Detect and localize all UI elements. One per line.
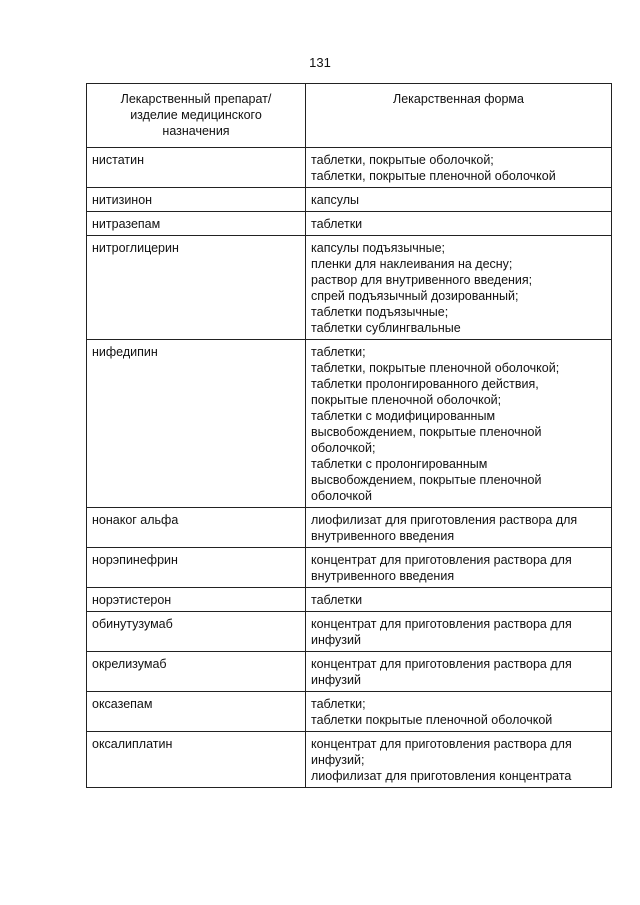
drug-name: обинутузумаб xyxy=(87,612,306,652)
dosage-form-line: таблетки с модифицированным xyxy=(311,409,496,423)
table-row xyxy=(87,236,612,340)
drug-name: норэтистерон xyxy=(87,588,306,612)
dosage-form-line: таблетки подъязычные; xyxy=(311,305,449,319)
drug-forms-table xyxy=(86,83,612,788)
drug-name: нитроглицерин xyxy=(87,236,306,340)
dosage-form-line: инфузий xyxy=(311,673,361,687)
dosage-form-line: таблетки; xyxy=(311,697,366,711)
table-row xyxy=(87,692,612,732)
dosage-form-line: таблетки с пролонгированным xyxy=(311,457,488,471)
dosage-form-line: пленки для наклеивания на десну; xyxy=(311,257,513,271)
dosage-form-line: лиофилизат для приготовления раствора для xyxy=(311,513,578,527)
table-row xyxy=(87,588,612,612)
dosage-form-line: внутривенного введения xyxy=(311,569,455,583)
dosage-form-line: инфузий xyxy=(311,633,361,647)
header-drug-line: назначения xyxy=(162,124,230,138)
table-row xyxy=(87,548,612,588)
dosage-forms xyxy=(306,508,612,548)
dosage-forms xyxy=(306,548,612,588)
header-form-line: Лекарственная форма xyxy=(393,92,524,106)
dosage-form-line: таблетки xyxy=(311,217,363,231)
dosage-form-line: концентрат для приготовления раствора для xyxy=(311,657,572,671)
dosage-form-line: концентрат для приготовления раствора для xyxy=(311,737,572,751)
dosage-form-line: таблетки сублингвальные xyxy=(311,321,461,335)
dosage-forms xyxy=(306,212,612,236)
table-row xyxy=(87,732,612,788)
drug-name: нистатин xyxy=(87,148,306,188)
dosage-forms xyxy=(306,612,612,652)
dosage-form-line: оболочкой xyxy=(311,489,372,503)
table-row xyxy=(87,340,612,508)
dosage-form-line: лиофилизат для приготовления концентрата xyxy=(311,769,572,783)
drug-name: оксалиплатин xyxy=(87,732,306,788)
table-row xyxy=(87,612,612,652)
header-drug-line: Лекарственный препарат/ xyxy=(120,92,272,106)
dosage-form-line: высвобождением, покрытые пленочной xyxy=(311,425,542,439)
drug-name: норэпинефрин xyxy=(87,548,306,588)
dosage-forms xyxy=(306,732,612,788)
drug-name: оксазепам xyxy=(87,692,306,732)
dosage-form-line: спрей подъязычный дозированный; xyxy=(311,289,519,303)
header-drug-line: изделие медицинского xyxy=(130,108,262,122)
dosage-form-line: инфузий; xyxy=(311,753,365,767)
dosage-form-line: таблетки, покрытые пленочной оболочкой xyxy=(311,169,556,183)
dosage-form-line: концентрат для приготовления раствора для xyxy=(311,553,572,567)
table-row xyxy=(87,652,612,692)
drug-name: нонаког альфа xyxy=(87,508,306,548)
table-row xyxy=(87,212,612,236)
drug-name: нитизинон xyxy=(87,188,306,212)
dosage-forms xyxy=(306,588,612,612)
page-number: 131 xyxy=(309,55,331,70)
dosage-form-line: раствор для внутривенного введения; xyxy=(311,273,533,287)
drug-name: нитразепам xyxy=(87,212,306,236)
table-row xyxy=(87,188,612,212)
header-drug xyxy=(87,84,306,148)
dosage-forms xyxy=(306,692,612,732)
dosage-form-line: оболочкой; xyxy=(311,441,376,455)
dosage-form-line: высвобождением, покрытые пленочной xyxy=(311,473,542,487)
dosage-forms xyxy=(306,148,612,188)
drug-name: нифедипин xyxy=(87,340,306,508)
table-row xyxy=(87,148,612,188)
dosage-form-line: таблетки покрытые пленочной оболочкой xyxy=(311,713,553,727)
header-form xyxy=(306,84,612,148)
dosage-forms xyxy=(306,652,612,692)
dosage-form-line: капсулы подъязычные; xyxy=(311,241,446,255)
dosage-form-line: таблетки пролонгированного действия, xyxy=(311,377,539,391)
dosage-form-line: внутривенного введения xyxy=(311,529,455,543)
dosage-form-line: таблетки xyxy=(311,593,363,607)
dosage-form-line: концентрат для приготовления раствора для xyxy=(311,617,572,631)
dosage-form-line: таблетки; xyxy=(311,345,366,359)
dosage-forms xyxy=(306,340,612,508)
dosage-forms xyxy=(306,188,612,212)
dosage-form-line: покрытые пленочной оболочкой; xyxy=(311,393,502,407)
table-header-row xyxy=(87,84,612,148)
dosage-form-line: капсулы xyxy=(311,193,359,207)
drug-name: окрелизумаб xyxy=(87,652,306,692)
dosage-forms xyxy=(306,236,612,340)
dosage-form-line: таблетки, покрытые пленочной оболочкой; xyxy=(311,361,560,375)
table-row xyxy=(87,508,612,548)
dosage-form-line: таблетки, покрытые оболочкой; xyxy=(311,153,494,167)
